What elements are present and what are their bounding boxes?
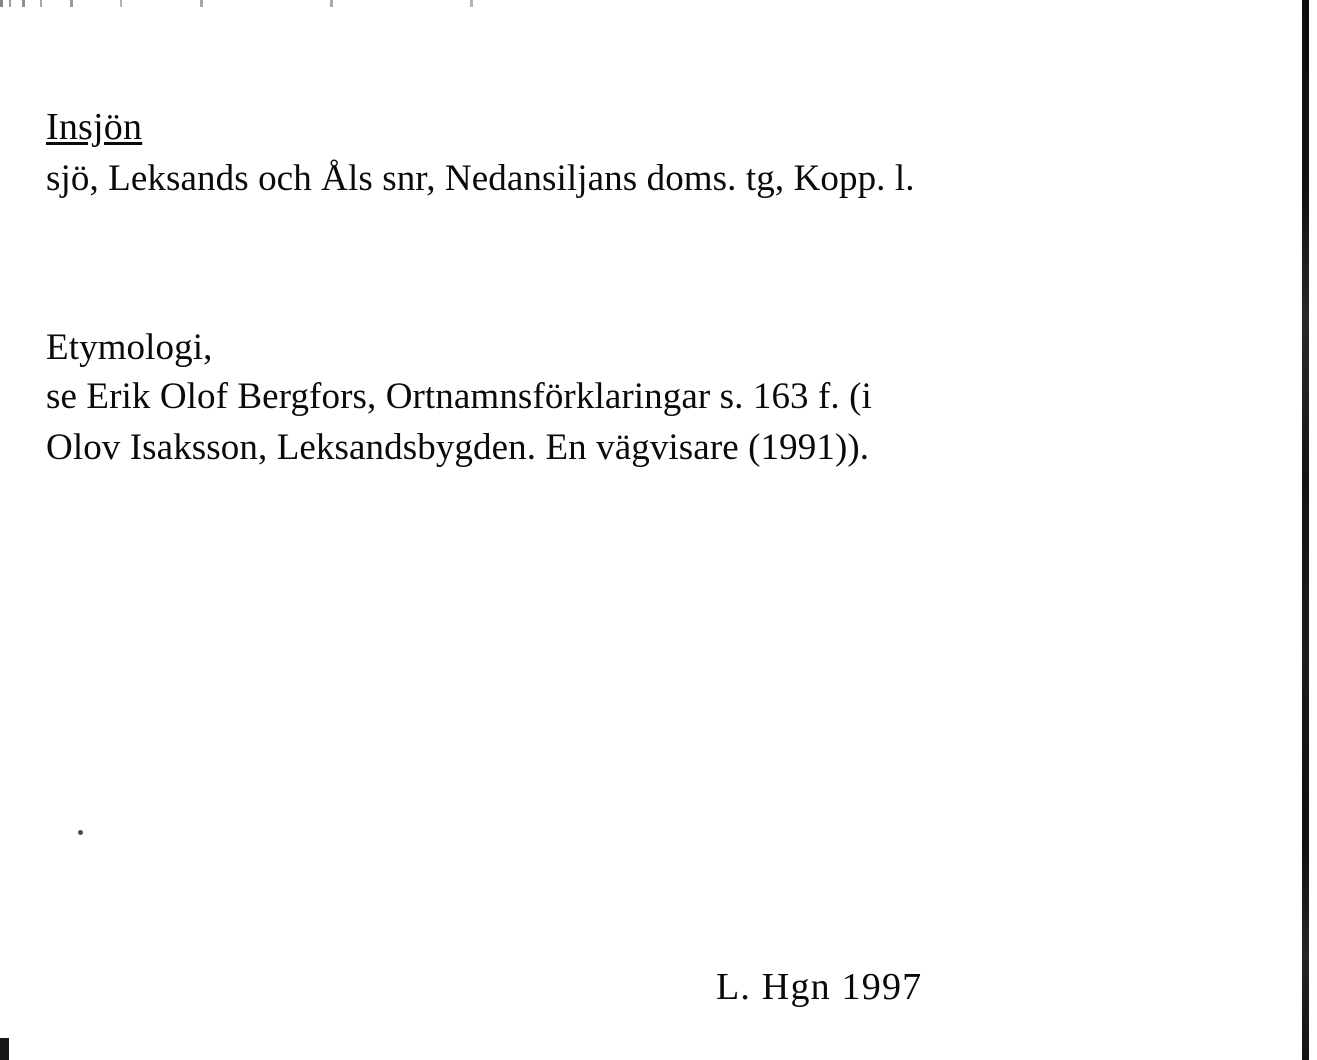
etymology-reference-line-2: Olov Isaksson, Leksandsbygden. En vägvisare (1991)). — [46, 426, 870, 468]
scan-artifact-speck — [78, 830, 83, 835]
page-title: Insjön — [46, 106, 143, 148]
headword-line — [46, 104, 1176, 150]
scan-artifact-bottom-left — [0, 1038, 9, 1060]
etymology-reference-line-1: se Erik Olof Bergfors, Ortnamnsförklaringar s. 163 f. (i — [46, 376, 872, 418]
scan-artifact-right-margin — [1309, 0, 1317, 1060]
etymology-section — [46, 323, 1176, 474]
document-body — [46, 104, 1176, 474]
scan-artifact-top-edge — [0, 0, 740, 7]
etymology-label: Etymologi, — [46, 326, 213, 368]
signature-line: L. Hgn 1997 — [716, 966, 923, 1008]
scan-artifact-right-edge — [1302, 0, 1309, 1060]
entry-description: sjö, Leksands och Åls snr, Nedansiljans doms. tg, Kopp. l. — [46, 158, 915, 200]
